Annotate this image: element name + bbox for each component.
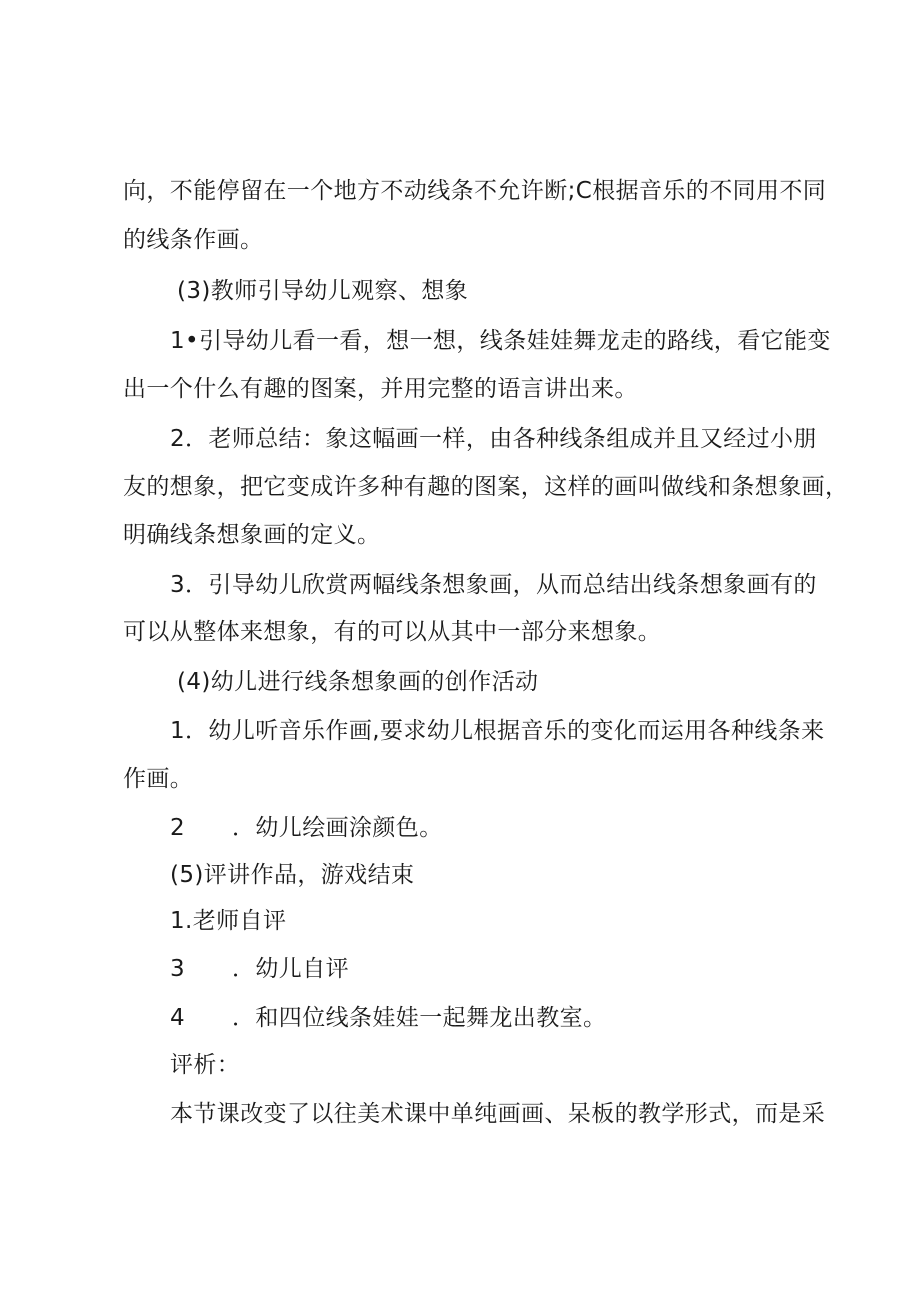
list-item: [170, 954, 349, 984]
list-item: [170, 1003, 606, 1033]
list-number: 2: [170, 815, 186, 841]
paragraph-line: 3．引导幼儿欣赏两幅线条想象画，从而总结出线条想象画有的: [170, 572, 817, 598]
list-number: 3: [170, 956, 186, 982]
paragraph-line: 1．幼儿听音乐作画,要求幼儿根据音乐的变化而运用各种线条来: [170, 718, 825, 744]
list-item: 1.老师自评: [170, 908, 287, 934]
paragraph-line: 的线条作画。: [123, 227, 264, 253]
section-heading: (5)评讲作品，游戏结束: [170, 862, 415, 888]
list-text: ．幼儿自评: [232, 956, 349, 982]
list-text: ．和四位线条娃娃一起舞龙出教室。: [232, 1005, 607, 1031]
section-heading: (4)幼儿进行线条想象画的创作活动: [177, 669, 539, 695]
paragraph-line: 向，不能停留在一个地方不动线条不允许断;C根据音乐的不同用不同: [123, 178, 827, 204]
paragraph-line: 出一个什么有趣的图案，并用完整的语言讲出来。: [123, 376, 638, 402]
paragraph-line: 本节课改变了以往美术课中单纯画画、呆板的教学形式，而是采: [170, 1101, 826, 1127]
paragraph-line: 1•引导幼儿看一看，想一想，线条娃娃舞龙走的路线，看它能变: [170, 328, 831, 354]
paragraph-line: 可以从整体来想象，有的可以从其中一部分来想象。: [123, 619, 662, 645]
list-item: [170, 813, 443, 843]
paragraph-line: 明确线条想象画的定义。: [123, 522, 381, 548]
paragraph-line: 友的想象，把它变成许多种有趣的图案，这样的画叫做线和条想象画，: [123, 474, 849, 500]
paragraph-line: 作画。: [123, 766, 194, 792]
list-number: 4: [170, 1005, 186, 1031]
list-text: ．幼儿绘画涂颜色。: [232, 815, 443, 841]
paragraph-line: 2．老师总结：象这幅画一样，由各种线条组成并且又经过小朋: [170, 426, 817, 452]
section-heading: 评析：: [170, 1052, 241, 1078]
section-heading: (3)教师引导幼儿观察、想象: [177, 278, 469, 304]
